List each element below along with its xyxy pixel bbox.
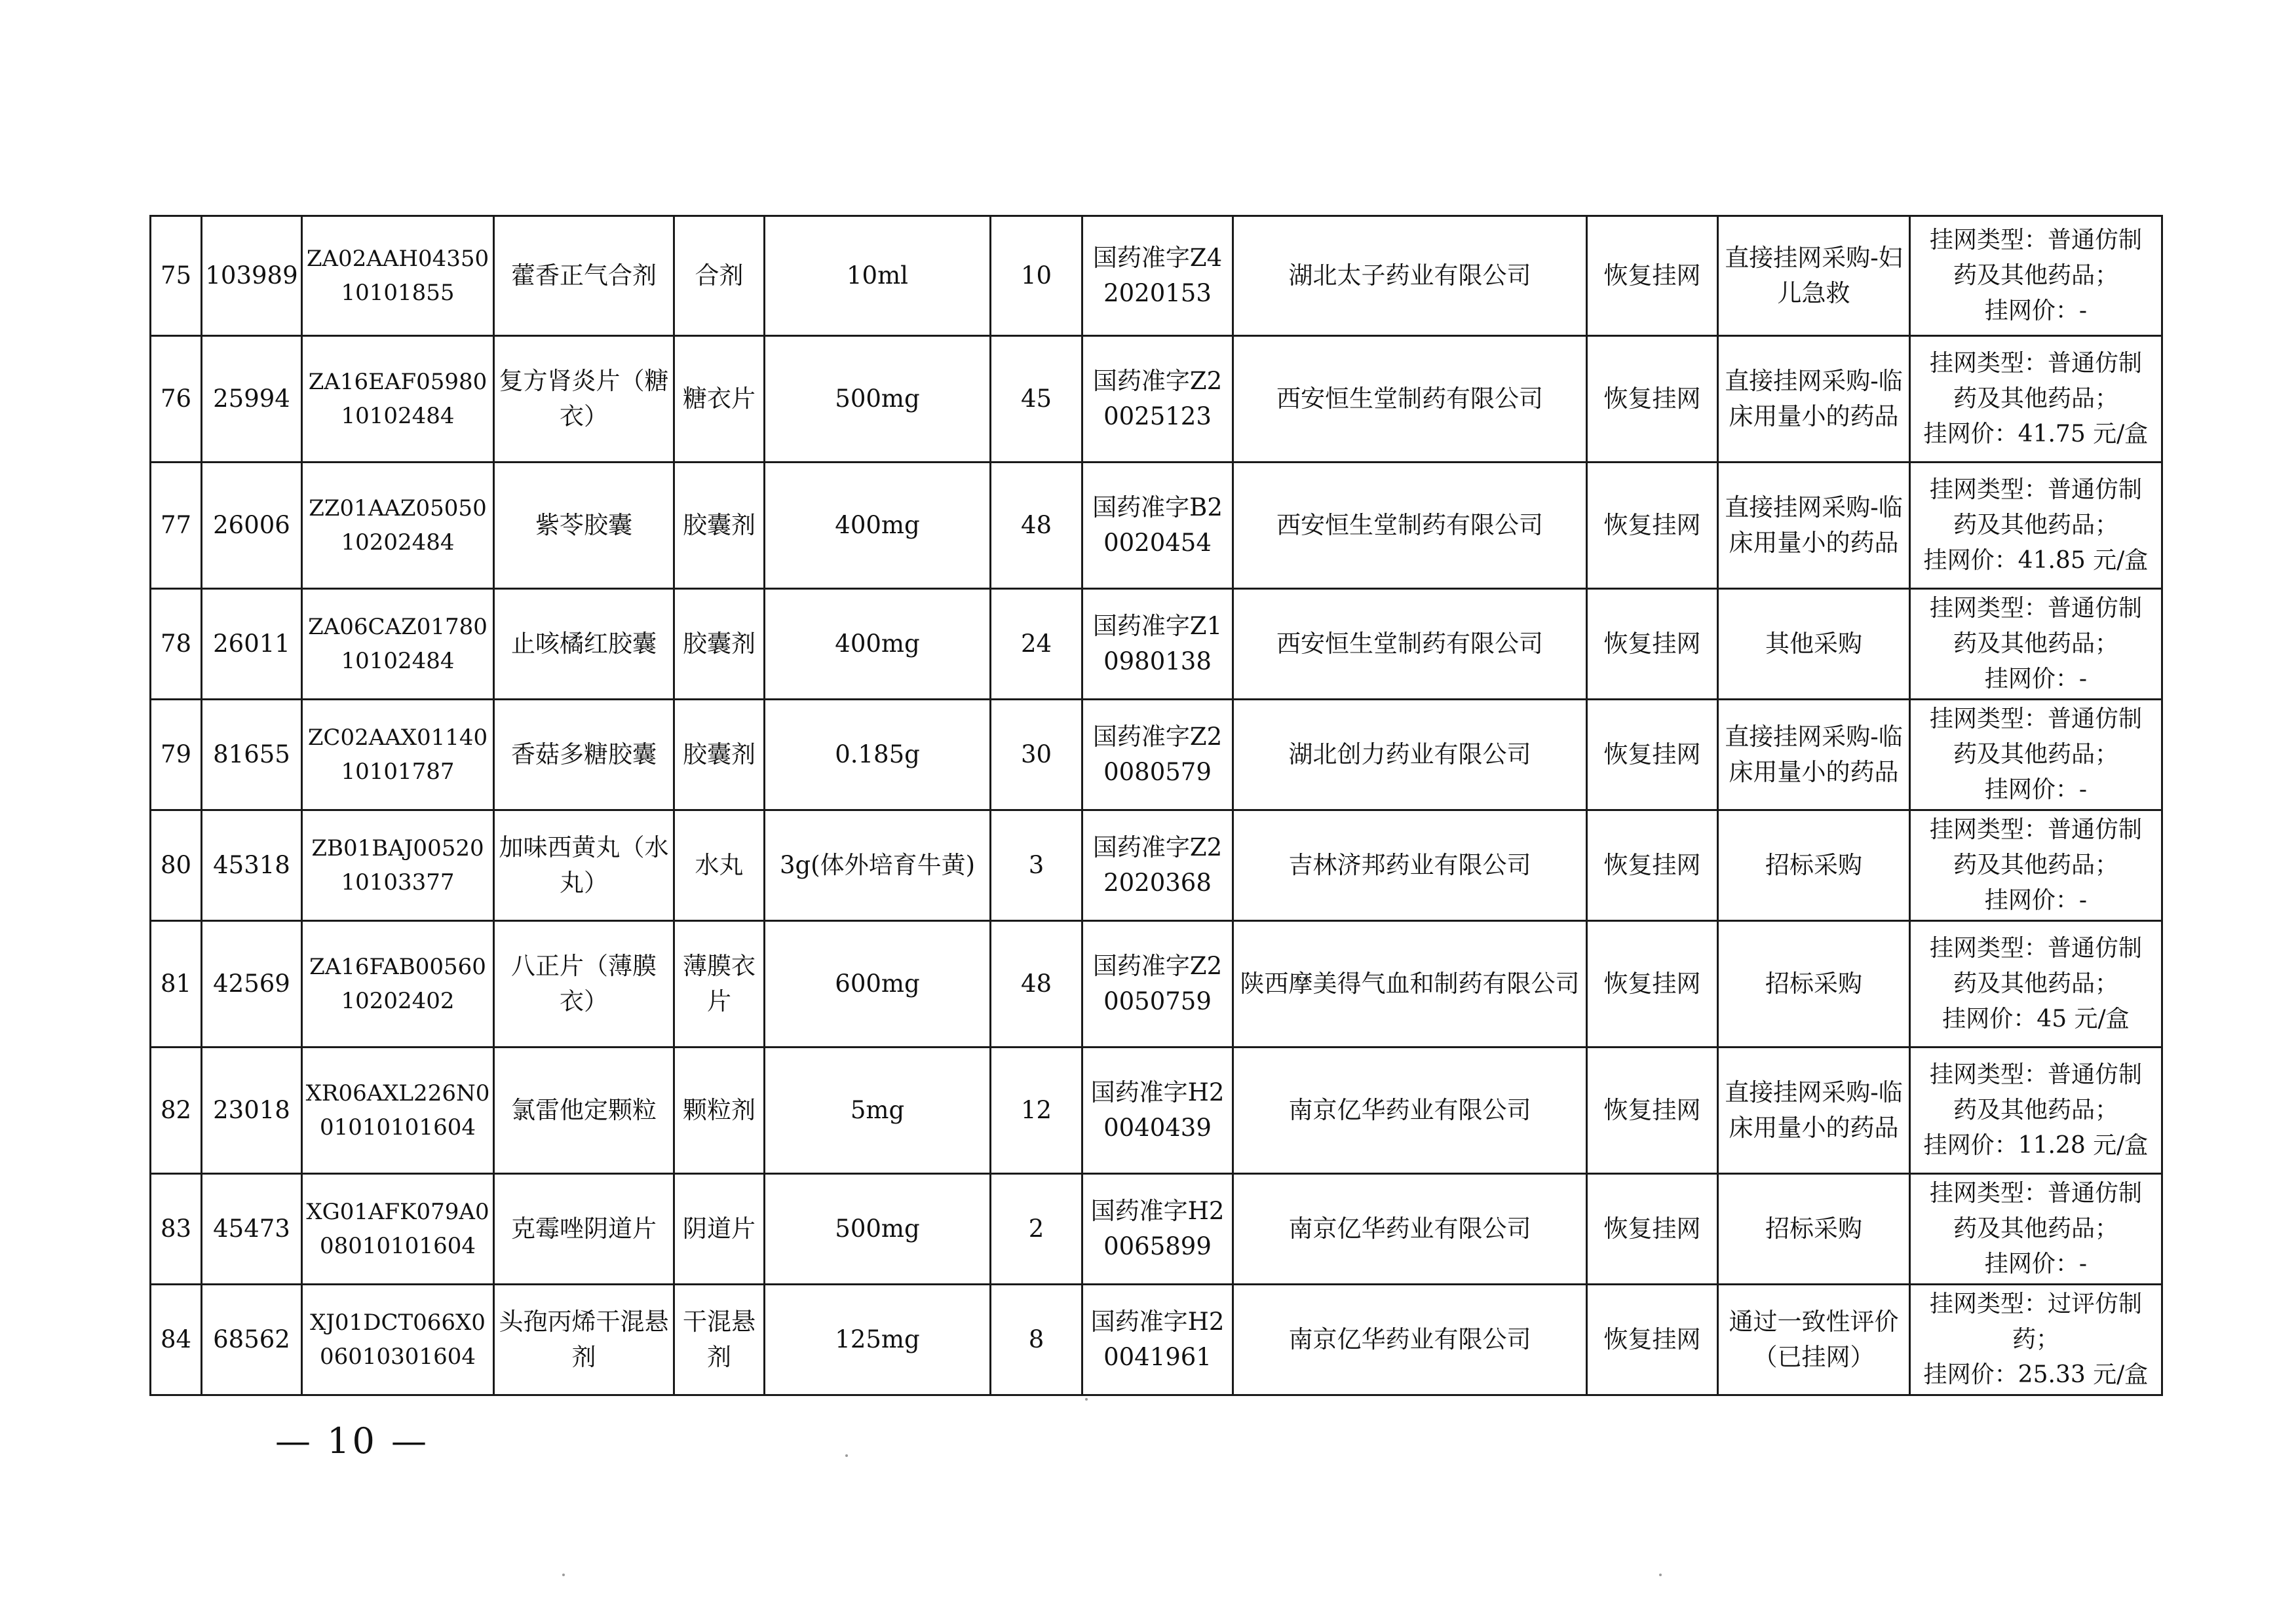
row-number: 84 bbox=[151, 1285, 202, 1395]
package-quantity: 48 bbox=[991, 463, 1082, 589]
specification: 3g(体外培育牛黄) bbox=[765, 810, 991, 921]
remark-type-cont: 药及其他药品； bbox=[1953, 741, 2118, 768]
dosage-form: 薄膜衣片 bbox=[674, 921, 765, 1048]
approval-number: 国药准字Z20080579 bbox=[1082, 700, 1233, 810]
remark-price: 挂网价：41.85 元/盒 bbox=[1923, 547, 2149, 574]
dosage-form: 胶囊剂 bbox=[674, 700, 765, 810]
procurement-method: 其他采购 bbox=[1718, 589, 1910, 700]
table-row bbox=[151, 216, 2162, 336]
approval-number: 国药准字Z42020153 bbox=[1082, 216, 1233, 336]
listing-status: 恢复挂网 bbox=[1587, 1285, 1718, 1395]
listing-status: 恢复挂网 bbox=[1587, 921, 1718, 1048]
manufacturer: 南京亿华药业有限公司 bbox=[1233, 1285, 1587, 1395]
drug-id: 25994 bbox=[202, 336, 302, 463]
listing-remark bbox=[1910, 336, 2162, 463]
table-row bbox=[151, 810, 2162, 921]
scan-speck bbox=[845, 1454, 848, 1457]
specification: 600mg bbox=[765, 921, 991, 1048]
dosage-form: 阴道片 bbox=[674, 1174, 765, 1285]
remark-type: 挂网类型：普通仿制 bbox=[1929, 595, 2142, 622]
drug-code: ZA02AAH0435010101855 bbox=[302, 216, 494, 336]
remark-type: 挂网类型：普通仿制 bbox=[1929, 1061, 2142, 1088]
manufacturer: 南京亿华药业有限公司 bbox=[1233, 1174, 1587, 1285]
row-number: 77 bbox=[151, 463, 202, 589]
listing-remark bbox=[1910, 810, 2162, 921]
approval-number: 国药准字Z20025123 bbox=[1082, 336, 1233, 463]
dosage-form: 水丸 bbox=[674, 810, 765, 921]
listing-status: 恢复挂网 bbox=[1587, 589, 1718, 700]
approval-number: 国药准字Z22020368 bbox=[1082, 810, 1233, 921]
package-quantity: 10 bbox=[991, 216, 1082, 336]
drug-id: 26006 bbox=[202, 463, 302, 589]
remark-type: 挂网类型：普通仿制 bbox=[1929, 706, 2142, 732]
listing-status: 恢复挂网 bbox=[1587, 336, 1718, 463]
listing-remark bbox=[1910, 1285, 2162, 1395]
procurement-method: 招标采购 bbox=[1718, 810, 1910, 921]
drug-listing-table bbox=[149, 215, 2163, 1396]
remark-type: 挂网类型：普通仿制 bbox=[1929, 227, 2142, 254]
listing-remark bbox=[1910, 700, 2162, 810]
drug-name: 加味西黄丸（水丸） bbox=[494, 810, 674, 921]
drug-code: ZB01BAJ0052010103377 bbox=[302, 810, 494, 921]
remark-price: 挂网价：- bbox=[1984, 1251, 2088, 1277]
table-row bbox=[151, 700, 2162, 810]
specification: 400mg bbox=[765, 589, 991, 700]
drug-code: XG01AFK079A008010101604 bbox=[302, 1174, 494, 1285]
listing-remark bbox=[1910, 216, 2162, 336]
drug-name: 藿香正气合剂 bbox=[494, 216, 674, 336]
drug-name: 八正片（薄膜衣） bbox=[494, 921, 674, 1048]
table-row bbox=[151, 1048, 2162, 1174]
drug-name: 止咳橘红胶囊 bbox=[494, 589, 674, 700]
listing-status: 恢复挂网 bbox=[1587, 810, 1718, 921]
remark-price: 挂网价：- bbox=[1984, 776, 2088, 803]
table-row bbox=[151, 589, 2162, 700]
scan-speck bbox=[562, 1574, 565, 1576]
approval-number: 国药准字H20065899 bbox=[1082, 1174, 1233, 1285]
package-quantity: 8 bbox=[991, 1285, 1082, 1395]
listing-remark bbox=[1910, 921, 2162, 1048]
remark-type-cont: 药及其他药品； bbox=[1953, 970, 2118, 997]
remark-type: 挂网类型：普通仿制 bbox=[1929, 350, 2142, 377]
scan-speck bbox=[1659, 1574, 1662, 1576]
remark-price: 挂网价：41.75 元/盒 bbox=[1923, 421, 2149, 447]
drug-id: 45318 bbox=[202, 810, 302, 921]
dosage-form: 颗粒剂 bbox=[674, 1048, 765, 1174]
listing-status: 恢复挂网 bbox=[1587, 1048, 1718, 1174]
specification: 0.185g bbox=[765, 700, 991, 810]
drug-code: ZA16EAF0598010102484 bbox=[302, 336, 494, 463]
table-row bbox=[151, 1174, 2162, 1285]
procurement-method: 直接挂网采购-临床用量小的药品 bbox=[1718, 463, 1910, 589]
remark-price: 挂网价：25.33 元/盒 bbox=[1923, 1361, 2149, 1388]
remark-price: 挂网价：11.28 元/盒 bbox=[1923, 1132, 2149, 1159]
drug-code: ZA16FAB0056010202402 bbox=[302, 921, 494, 1048]
remark-type-cont: 药及其他药品； bbox=[1953, 512, 2118, 538]
table-row bbox=[151, 1285, 2162, 1395]
listing-remark bbox=[1910, 589, 2162, 700]
listing-status: 恢复挂网 bbox=[1587, 1174, 1718, 1285]
procurement-method: 直接挂网采购-妇儿急救 bbox=[1718, 216, 1910, 336]
drug-id: 42569 bbox=[202, 921, 302, 1048]
row-number: 76 bbox=[151, 336, 202, 463]
drug-name: 氯雷他定颗粒 bbox=[494, 1048, 674, 1174]
manufacturer: 南京亿华药业有限公司 bbox=[1233, 1048, 1587, 1174]
remark-type: 挂网类型：过评仿制 bbox=[1929, 1291, 2142, 1317]
drug-code: ZZ01AAZ0505010202484 bbox=[302, 463, 494, 589]
manufacturer: 吉林济邦药业有限公司 bbox=[1233, 810, 1587, 921]
remark-type: 挂网类型：普通仿制 bbox=[1929, 935, 2142, 962]
drug-name: 香菇多糖胶囊 bbox=[494, 700, 674, 810]
manufacturer: 西安恒生堂制药有限公司 bbox=[1233, 463, 1587, 589]
procurement-method: 直接挂网采购-临床用量小的药品 bbox=[1718, 1048, 1910, 1174]
drug-id: 103989 bbox=[202, 216, 302, 336]
remark-price: 挂网价：45 元/盒 bbox=[1942, 1006, 2130, 1032]
package-quantity: 45 bbox=[991, 336, 1082, 463]
dosage-form: 干混悬剂 bbox=[674, 1285, 765, 1395]
row-number: 82 bbox=[151, 1048, 202, 1174]
drug-id: 81655 bbox=[202, 700, 302, 810]
remark-type: 挂网类型：普通仿制 bbox=[1929, 1180, 2142, 1207]
manufacturer: 湖北太子药业有限公司 bbox=[1233, 216, 1587, 336]
listing-remark bbox=[1910, 1174, 2162, 1285]
remark-type-cont: 药及其他药品； bbox=[1953, 630, 2118, 657]
row-number: 83 bbox=[151, 1174, 202, 1285]
remark-price: 挂网价：- bbox=[1984, 887, 2088, 914]
procurement-method: 通过一致性评价（已挂网） bbox=[1718, 1285, 1910, 1395]
specification: 5mg bbox=[765, 1048, 991, 1174]
remark-price: 挂网价：- bbox=[1984, 666, 2088, 692]
drug-code: XJ01DCT066X006010301604 bbox=[302, 1285, 494, 1395]
dosage-form: 糖衣片 bbox=[674, 336, 765, 463]
remark-type-cont: 药及其他药品； bbox=[1953, 262, 2118, 289]
remark-type-cont: 药及其他药品； bbox=[1953, 385, 2118, 412]
remark-type-cont: 药； bbox=[2012, 1326, 2059, 1353]
approval-number: 国药准字H20040439 bbox=[1082, 1048, 1233, 1174]
specification: 10ml bbox=[765, 216, 991, 336]
drug-name: 紫苓胶囊 bbox=[494, 463, 674, 589]
package-quantity: 2 bbox=[991, 1174, 1082, 1285]
page-number: — 10 — bbox=[275, 1420, 430, 1462]
specification: 500mg bbox=[765, 336, 991, 463]
specification: 400mg bbox=[765, 463, 991, 589]
manufacturer: 西安恒生堂制药有限公司 bbox=[1233, 336, 1587, 463]
manufacturer: 西安恒生堂制药有限公司 bbox=[1233, 589, 1587, 700]
row-number: 80 bbox=[151, 810, 202, 921]
remark-type: 挂网类型：普通仿制 bbox=[1929, 476, 2142, 503]
specification: 500mg bbox=[765, 1174, 991, 1285]
remark-type-cont: 药及其他药品； bbox=[1953, 1097, 2118, 1124]
dosage-form: 合剂 bbox=[674, 216, 765, 336]
drug-id: 26011 bbox=[202, 589, 302, 700]
listing-remark bbox=[1910, 1048, 2162, 1174]
approval-number: 国药准字Z20050759 bbox=[1082, 921, 1233, 1048]
scan-speck bbox=[1085, 1398, 1088, 1401]
drug-name: 头孢丙烯干混悬剂 bbox=[494, 1285, 674, 1395]
approval-number: 国药准字B20020454 bbox=[1082, 463, 1233, 589]
table-body bbox=[151, 216, 2162, 1395]
listing-status: 恢复挂网 bbox=[1587, 700, 1718, 810]
drug-name: 复方肾炎片（糖衣） bbox=[494, 336, 674, 463]
row-number: 75 bbox=[151, 216, 202, 336]
drug-id: 68562 bbox=[202, 1285, 302, 1395]
drug-name: 克霉唑阴道片 bbox=[494, 1174, 674, 1285]
remark-type-cont: 药及其他药品； bbox=[1953, 852, 2118, 878]
table-row bbox=[151, 921, 2162, 1048]
procurement-method: 招标采购 bbox=[1718, 921, 1910, 1048]
listing-status: 恢复挂网 bbox=[1587, 216, 1718, 336]
package-quantity: 48 bbox=[991, 921, 1082, 1048]
approval-number: 国药准字Z10980138 bbox=[1082, 589, 1233, 700]
remark-price: 挂网价：- bbox=[1984, 297, 2088, 324]
row-number: 79 bbox=[151, 700, 202, 810]
package-quantity: 30 bbox=[991, 700, 1082, 810]
listing-remark bbox=[1910, 463, 2162, 589]
listing-status: 恢复挂网 bbox=[1587, 463, 1718, 589]
row-number: 81 bbox=[151, 921, 202, 1048]
drug-code: ZC02AAX0114010101787 bbox=[302, 700, 494, 810]
procurement-method: 招标采购 bbox=[1718, 1174, 1910, 1285]
approval-number: 国药准字H20041961 bbox=[1082, 1285, 1233, 1395]
table-row bbox=[151, 463, 2162, 589]
procurement-method: 直接挂网采购-临床用量小的药品 bbox=[1718, 336, 1910, 463]
package-quantity: 3 bbox=[991, 810, 1082, 921]
manufacturer: 湖北创力药业有限公司 bbox=[1233, 700, 1587, 810]
specification: 125mg bbox=[765, 1285, 991, 1395]
remark-type-cont: 药及其他药品； bbox=[1953, 1215, 2118, 1242]
drug-id: 45473 bbox=[202, 1174, 302, 1285]
package-quantity: 24 bbox=[991, 589, 1082, 700]
remark-type: 挂网类型：普通仿制 bbox=[1929, 816, 2142, 843]
drug-code: XR06AXL226N001010101604 bbox=[302, 1048, 494, 1174]
package-quantity: 12 bbox=[991, 1048, 1082, 1174]
dosage-form: 胶囊剂 bbox=[674, 589, 765, 700]
manufacturer: 陕西摩美得气血和制药有限公司 bbox=[1233, 921, 1587, 1048]
dosage-form: 胶囊剂 bbox=[674, 463, 765, 589]
procurement-method: 直接挂网采购-临床用量小的药品 bbox=[1718, 700, 1910, 810]
drug-id: 23018 bbox=[202, 1048, 302, 1174]
drug-code: ZA06CAZ0178010102484 bbox=[302, 589, 494, 700]
table-row bbox=[151, 336, 2162, 463]
row-number: 78 bbox=[151, 589, 202, 700]
